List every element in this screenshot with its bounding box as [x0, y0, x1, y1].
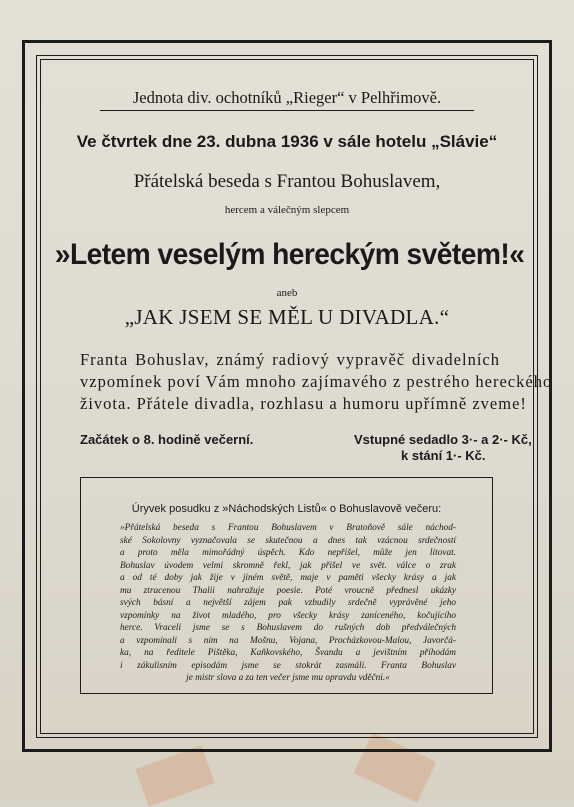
start-time: Začátek o 8. hodině večerní.	[80, 432, 254, 447]
event-date: Ve čtvrtek dne 23. dubna 1936 v sále hotelu „Slávie“	[76, 132, 498, 151]
review-line: svých básní a největší zájem pak vzbudily srdečně vyprávěné jeho	[120, 598, 456, 608]
main-title: »Letem veselým hereckým světem!«	[54, 238, 525, 271]
review-line: Bohuslav úvodem velmi skromně řekl, jak přišel ve svět. válce o zrak	[120, 560, 456, 571]
or-word: aneb	[276, 287, 298, 299]
review-line: vzpomínky na život mladého, pro všecky krásy zaníceného, kočujícího	[120, 610, 456, 621]
review-line: herce. Vraceli jsme se s Bohuslavem do rušných dob předválečných	[120, 623, 456, 633]
subtitle: „JAK JSEM SE MĚL U DIVADLA.“	[124, 305, 450, 329]
review-heading: Úryvek posudku z »Náchodských Listů« o Bohuslavově večeru:	[131, 503, 442, 515]
organization-name: Jednota div. ochotníků „Rieger“ v Pelhřimově.	[132, 88, 442, 107]
description-line: vzpomínek poví Vám mnoho zajímavého z pestrého hereckého	[80, 372, 553, 391]
admission-line-1: Vstupné sedadlo 3·- a 2·- Kč,	[354, 432, 532, 447]
review-line: i zákulisním episodám jsme se stokrát zasmáli. Franta Bohuslav	[120, 660, 456, 671]
admission-prices	[354, 432, 532, 464]
review-line: ské Sokolovny vyznačovala se skutečnou a dnes tak vzácnou srdečností	[120, 535, 456, 546]
performer-description: hercem a válečným slepcem	[224, 204, 350, 216]
review-quote	[120, 522, 456, 685]
event-title: Přátelská beseda s Frantou Bohuslavem,	[133, 171, 441, 192]
review-line: je mistr slova a za ten večer jsme mu opravdu vděčni.«	[186, 673, 390, 683]
description-paragraph	[80, 349, 553, 415]
review-line: mu ztracenou Thalii nahražuje poesie. Poté vroucně přednesl ukázky	[120, 585, 456, 596]
description-line: života. Přátele divadla, rozhlasu a humoru upřímně zveme!	[80, 394, 527, 413]
review-line: »Přátelská beseda s Frantou Bohuslavem v Bratoňově sále náchod-	[120, 523, 456, 533]
admission-line-2: k stání 1·- Kč.	[401, 448, 486, 463]
review-line: a proto měla mimořádný úspěch. Kdo nepřišel, může jen litovat.	[120, 548, 456, 558]
review-line: a od té doby jak žije v jiném světě, maje v paměti všecky krásy a jak	[120, 573, 456, 583]
review-line: a vzpomínali s ním na Mošnu, Vojana, Procházkovou-Malou, Javorčá-	[120, 635, 456, 646]
header-rule	[100, 110, 474, 111]
description-line: Franta Bohuslav, známý radiový vypravěč divadelních	[80, 350, 500, 369]
review-line: ka, na ředitele Pištěka, Kaňkovského, Švandu a jevištním příhodám	[120, 648, 456, 658]
